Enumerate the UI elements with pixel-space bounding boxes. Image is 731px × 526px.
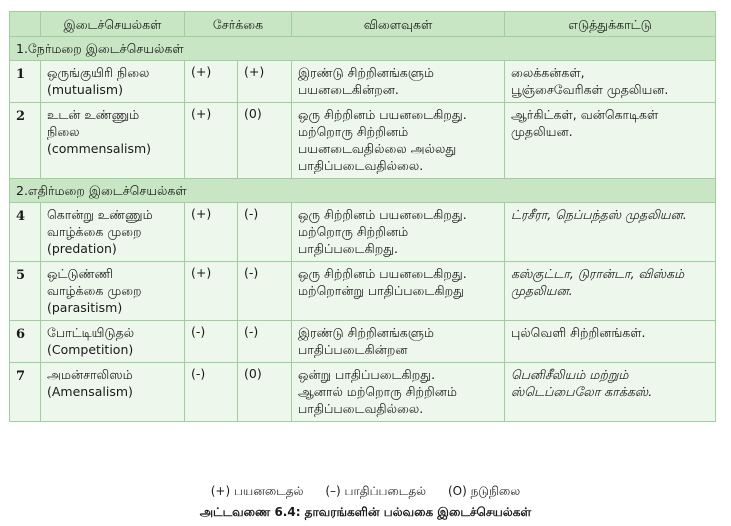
effects-cell <box>292 321 505 363</box>
sign-species-2: (-) <box>238 321 292 363</box>
example-cell <box>505 262 716 321</box>
effect-line: ஒரு சிற்றினம் பயனடைகிறது. <box>298 107 467 122</box>
row-number: 4 <box>10 203 41 262</box>
table-row <box>10 321 716 363</box>
interaction-name-cell <box>41 363 185 422</box>
interaction-name-line: போட்டியிடுதல் <box>47 325 135 340</box>
interaction-name-line: (parasitism) <box>47 300 123 315</box>
interaction-name-line: கொன்று உண்ணும் <box>47 207 153 222</box>
effect-line: பாதிப்படைவதில்லை. <box>298 401 424 416</box>
interaction-name-line: (mutualism) <box>47 82 123 97</box>
effect-line: ஒரு சிற்றினம் பயனடைகிறது. <box>298 266 467 281</box>
example-line: பெனிசீலியம் மற்றும் <box>511 367 629 382</box>
interaction-name-cell <box>41 321 185 363</box>
section-row <box>10 37 716 61</box>
interaction-name-cell <box>41 262 185 321</box>
sign-species-2: (0) <box>238 363 292 422</box>
example-line: பூஞ்சைவேரிகள் முதலியன. <box>511 82 669 97</box>
effect-line: மற்றொரு சிற்றினம் <box>298 224 409 239</box>
example-line: ஸ்டெப்பைலோ காக்கஸ். <box>511 384 653 399</box>
example-line: முதலியன. <box>511 283 573 298</box>
sign-species-2: (-) <box>238 262 292 321</box>
legend-positive: (+) பயனடைதல் <box>210 484 304 498</box>
header-example: எடுத்துக்காட்டு <box>505 12 716 37</box>
interaction-name-cell <box>41 203 185 262</box>
table-row <box>10 103 716 179</box>
interaction-name-line: (Competition) <box>47 342 134 357</box>
effect-line: மற்றொரு சிற்றினம் <box>298 124 409 139</box>
interaction-name-line: ஒட்டுண்ணி <box>47 266 114 281</box>
example-cell <box>505 363 716 422</box>
sign-species-2: (0) <box>238 103 292 179</box>
effects-cell <box>292 203 505 262</box>
table-container <box>9 11 715 422</box>
interaction-name-line: (Amensalism) <box>47 384 133 399</box>
interaction-name-line: ஒருங்குயிரி நிலை <box>47 65 150 80</box>
example-cell <box>505 103 716 179</box>
table-caption: அட்டவணை 6.4: தாவரங்களின் பல்வகை இடைச்செயல்கள் <box>199 505 532 519</box>
row-number: 6 <box>10 321 41 363</box>
row-number: 2 <box>10 103 41 179</box>
sign-species-2: (+) <box>238 61 292 103</box>
sign-species-1: (-) <box>185 321 238 363</box>
header-interactions: இடைச்செயல்கள் <box>41 12 185 37</box>
effect-line: பாதிப்படைவதில்லை. <box>298 158 424 173</box>
effect-line: இரண்டு சிற்றினங்களும் <box>298 65 434 80</box>
example-line: முதலியன. <box>511 124 573 139</box>
effect-line: பாதிப்படைகிறது. <box>298 241 399 256</box>
legend-neutral: (O) நடுநிலை <box>447 484 521 498</box>
header-effects: விளைவுகள் <box>292 12 505 37</box>
effects-cell <box>292 61 505 103</box>
effect-line: பயனடைவதில்லை அல்லது <box>298 141 457 156</box>
sign-species-1: (+) <box>185 61 238 103</box>
section-title: 1.நேர்மறை இடைச்செயல்கள் <box>10 37 716 61</box>
legend <box>0 484 731 500</box>
effect-line: ஒன்று பாதிப்படைகிறது. <box>298 367 436 382</box>
example-cell <box>505 61 716 103</box>
effects-cell <box>292 363 505 422</box>
row-number: 1 <box>10 61 41 103</box>
effects-cell <box>292 103 505 179</box>
table-header-row <box>10 12 716 37</box>
table-row <box>10 363 716 422</box>
interaction-name-line: வாழ்க்கை முறை <box>47 283 142 298</box>
section-row <box>10 179 716 203</box>
interaction-name-line: உடன் உண்ணும் <box>47 107 140 122</box>
example-cell <box>505 203 716 262</box>
example-cell <box>505 321 716 363</box>
effect-line: இரண்டு சிற்றினங்களும் <box>298 325 434 340</box>
sign-species-1: (-) <box>185 363 238 422</box>
example-line: கஸ்குட்டா, டுரான்டா, விஸ்கம் <box>511 266 685 281</box>
section-title: 2.எதிர்மறை இடைச்செயல்கள் <box>10 179 716 203</box>
effect-line: ஆனால் மற்றொரு சிற்றினம் <box>298 384 457 399</box>
effects-cell <box>292 262 505 321</box>
sign-species-1: (+) <box>185 262 238 321</box>
interaction-name-line: வாழ்க்கை முறை <box>47 224 142 239</box>
effect-line: பயனடைகின்றன. <box>298 82 399 97</box>
legend-negative: (–) பாதிப்படைதல் <box>325 484 427 498</box>
row-number: 7 <box>10 363 41 422</box>
interaction-name-line: (predation) <box>47 241 117 256</box>
table-row <box>10 203 716 262</box>
sign-species-1: (+) <box>185 103 238 179</box>
table-body <box>10 37 716 422</box>
interaction-name-cell <box>41 103 185 179</box>
sign-species-1: (+) <box>185 203 238 262</box>
interactions-table <box>9 11 716 422</box>
example-line: லைக்கன்கள், <box>511 65 585 80</box>
table-row <box>10 262 716 321</box>
interaction-name-line: நிலை <box>47 124 80 139</box>
interaction-name-line: அமன்சாலிஸம் <box>47 367 133 382</box>
example-line: ட்ரசீரா, நெப்பந்தஸ் முதலியன. <box>511 207 687 222</box>
row-number: 5 <box>10 262 41 321</box>
interaction-name-line: (commensalism) <box>47 141 152 156</box>
header-combination: சேர்க்கை <box>185 12 292 37</box>
example-line: புல்வெளி சிற்றினங்கள். <box>511 325 646 340</box>
interaction-name-cell <box>41 61 185 103</box>
effect-line: மற்றொன்று பாதிப்படைகிறது <box>298 283 464 298</box>
effect-line: ஒரு சிற்றினம் பயனடைகிறது. <box>298 207 467 222</box>
effect-line: பாதிப்படைகின்றன <box>298 342 408 357</box>
sign-species-2: (-) <box>238 203 292 262</box>
table-row <box>10 61 716 103</box>
header-num <box>10 12 41 37</box>
example-line: ஆர்கிட்கள், வன்கொடிகள் <box>511 107 659 122</box>
